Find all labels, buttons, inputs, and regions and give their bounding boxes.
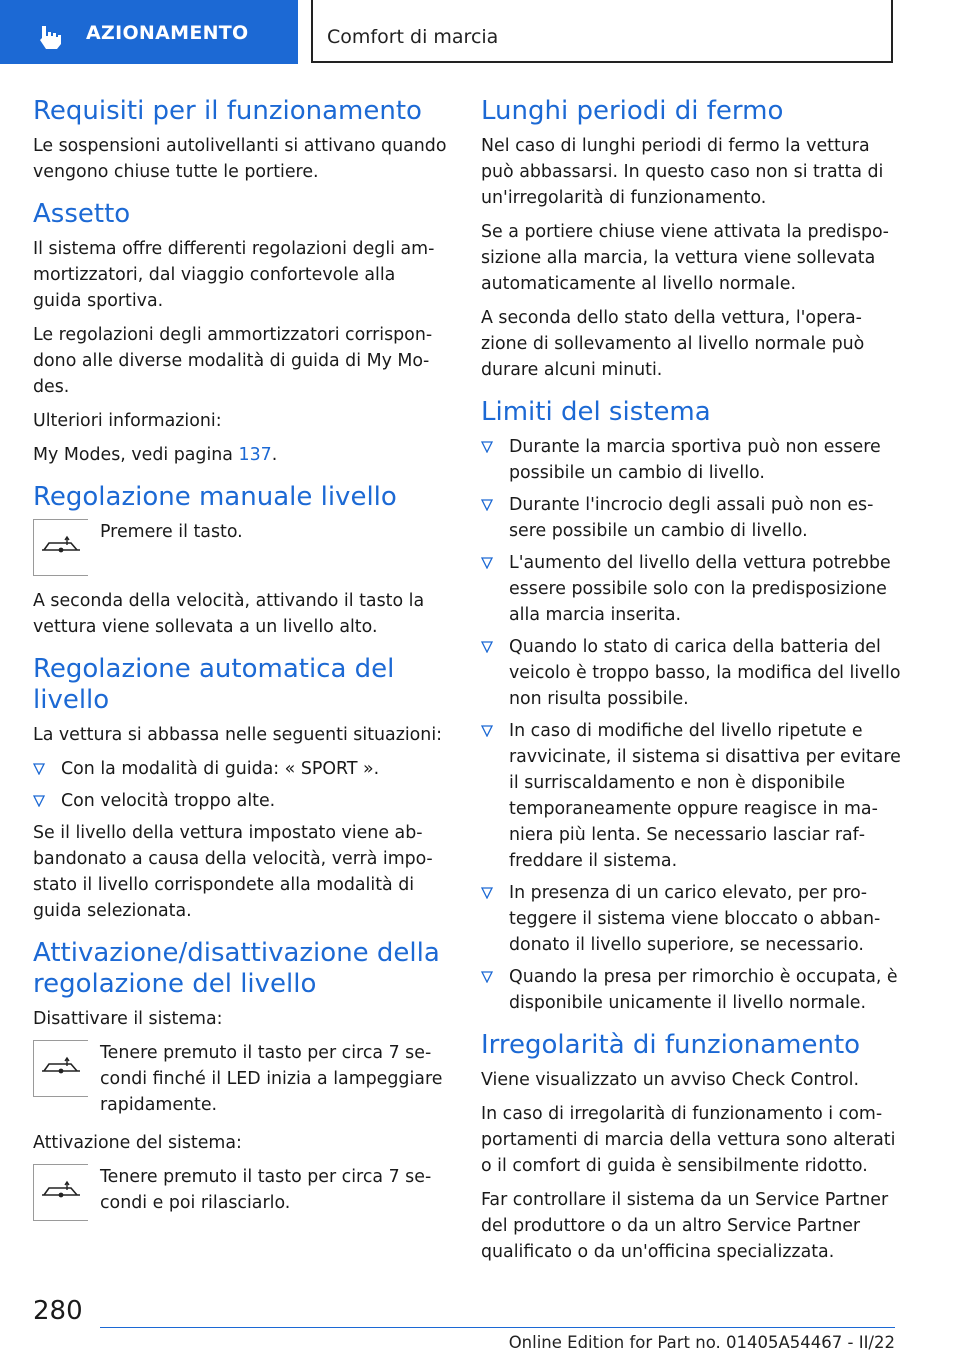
triangle-bullet-icon (481, 557, 493, 569)
list-item: L'aumento del livello della vettura potrebbe essere possibile solo con la predisposizione alla marcia inserita. (481, 550, 901, 628)
triangle-bullet-icon (481, 725, 493, 737)
section-long-standstill (481, 96, 901, 383)
heading-assetto: Assetto (33, 199, 131, 229)
triangle-bullet-icon (481, 971, 493, 983)
list-item: Quando la presa per rimorchio è occupata, è disponibile unicamente il livello normale. (481, 964, 901, 1016)
triangle-bullet-icon (481, 441, 493, 453)
car-level-icon (40, 1178, 82, 1204)
triangle-bullet-icon (481, 499, 493, 511)
chapter-title: AZIONAMENTO (86, 22, 249, 44)
triangle-bullet-icon (481, 641, 493, 653)
paragraph: A seconda dello stato della vettura, l'operazione di sollevamento al livello normale può durare alcuni minuti. (481, 308, 865, 380)
paragraph: Attivazione del sistema: (33, 1133, 242, 1153)
heading-faults: Irregolarità di funzionamento (481, 1030, 861, 1060)
list-item: Durante la marcia sportiva può non essere possibile un cambio di livello. (481, 434, 901, 486)
section-manual-level (33, 482, 448, 640)
section-system-limits (481, 397, 901, 1016)
list-item: Con velocità troppo alte. (33, 788, 448, 814)
heading-requirements: Requisiti per il funzionamento (33, 96, 422, 126)
bullet-list (33, 756, 448, 814)
instruction-text: Tenere premuto il tasto per circa 7 secondi finché il LED inizia a lampeggiare rapidamente. (100, 1043, 443, 1115)
pointing-hand-icon (36, 22, 64, 50)
right-column (481, 96, 901, 1279)
section-title: Comfort di marcia (327, 26, 499, 48)
paragraph: La vettura si abbassa nelle seguenti situazioni: (33, 725, 443, 745)
section-assetto (33, 199, 448, 468)
section-requirements (33, 96, 448, 185)
heading-auto-level: Regolazione automatica del livello (33, 654, 395, 715)
left-column (33, 96, 448, 1235)
triangle-bullet-icon (481, 887, 493, 899)
paragraph: Disattivare il sistema: (33, 1009, 223, 1029)
list-item: Durante l'incrocio degli assali può non essere possibile un cambio di livello. (481, 492, 901, 544)
edition-info: Online Edition for Part no. 01405A54467 - II/22 (508, 1333, 895, 1352)
icon-instruction (33, 519, 448, 576)
reference-suffix: . (271, 445, 278, 465)
list-item: In caso di modifiche del livello ripetute e ravvicinate, il sistema si disattiva per evitare il surriscaldamento e non è disponibile temporaneamente oppure reagisce in maniera più lenta. Se necessario lasciar raffreddare il sistema. (481, 718, 901, 874)
heading-manual-level: Regolazione manuale livello (33, 482, 397, 512)
paragraph: A seconda della velocità, attivando il tasto la vettura viene sollevata a un livello alto. (33, 591, 425, 637)
chapter-tab (0, 0, 298, 64)
section-auto-level (33, 654, 448, 924)
paragraph: Se il livello della vettura impostato viene abbandonato a causa della velocità, verrà impostato il livello corrispondete alla modalità di guida selezionata. (33, 823, 433, 921)
page-number: 280 (33, 1296, 83, 1326)
paragraph: Se a portiere chiuse viene attivata la predisposizione alla marcia, la vettura viene sollevata automaticamente al livello normale. (481, 222, 889, 294)
paragraph: Il sistema offre differenti regolazioni degli ammortizzatori, dal viaggio confortevole alla guida sportiva. (33, 239, 435, 311)
paragraph: Ulteriori informazioni: (33, 411, 222, 431)
page-link-137[interactable]: 137 (238, 445, 272, 465)
level-button-box (33, 1164, 88, 1221)
level-button-box (33, 1040, 88, 1097)
icon-instruction (33, 1164, 448, 1221)
instruction-text: Tenere premuto il tasto per circa 7 secondi e poi rilasciarlo. (100, 1167, 432, 1213)
section-faults (481, 1030, 901, 1265)
car-level-icon (40, 1054, 82, 1080)
paragraph: Far controllare il sistema da un Service Partner del produttore o da un altro Service Partner qualificato o da un'officina specializzata. (481, 1190, 889, 1262)
paragraph: Viene visualizzato un avviso Check Control. (481, 1070, 860, 1090)
heading-toggle-level: Attivazione/disattivazione della regolazione del livello (33, 938, 440, 999)
paragraph: Le sospensioni autolivellanti si attivano quando vengono chiuse tutte le portiere. (33, 136, 447, 182)
list-item: Quando lo stato di carica della batteria del veicolo è troppo basso, la modifica del livello non risulta possibile. (481, 634, 901, 712)
paragraph: Nel caso di lunghi periodi di fermo la vettura può abbassarsi. In questo caso non si tratta di un'irregolarità di funzionamento. (481, 136, 884, 208)
triangle-bullet-icon (33, 763, 45, 775)
icon-instruction (33, 1040, 448, 1118)
heading-system-limits: Limiti del sistema (481, 397, 711, 427)
paragraph: Le regolazioni degli ammortizzatori corrispondono alle diverse modalità di guida di My Modes. (33, 325, 433, 397)
paragraph: In caso di irregolarità di funzionamento i comportamenti di marcia della vettura sono alterati o il comfort di guida è sensibilmente ridotto. (481, 1104, 896, 1176)
car-level-icon (40, 533, 82, 559)
heading-long-standstill: Lunghi periodi di fermo (481, 96, 784, 126)
footer-divider (100, 1327, 895, 1328)
paragraph-reference (33, 442, 448, 468)
section-toggle-level (33, 938, 448, 1221)
level-button-box (33, 519, 88, 576)
list-item: In presenza di un carico elevato, per proteggere il sistema viene bloccato o abbandonato il livello superiore, se necessario. (481, 880, 901, 958)
list-item: Con la modalità di guida: « SPORT ». (33, 756, 448, 782)
reference-prefix: My Modes, vedi pagina (33, 445, 239, 465)
section-header (311, 0, 893, 63)
bullet-list (481, 434, 901, 1016)
triangle-bullet-icon (33, 795, 45, 807)
instruction-text: Premere il tasto. (100, 522, 243, 542)
